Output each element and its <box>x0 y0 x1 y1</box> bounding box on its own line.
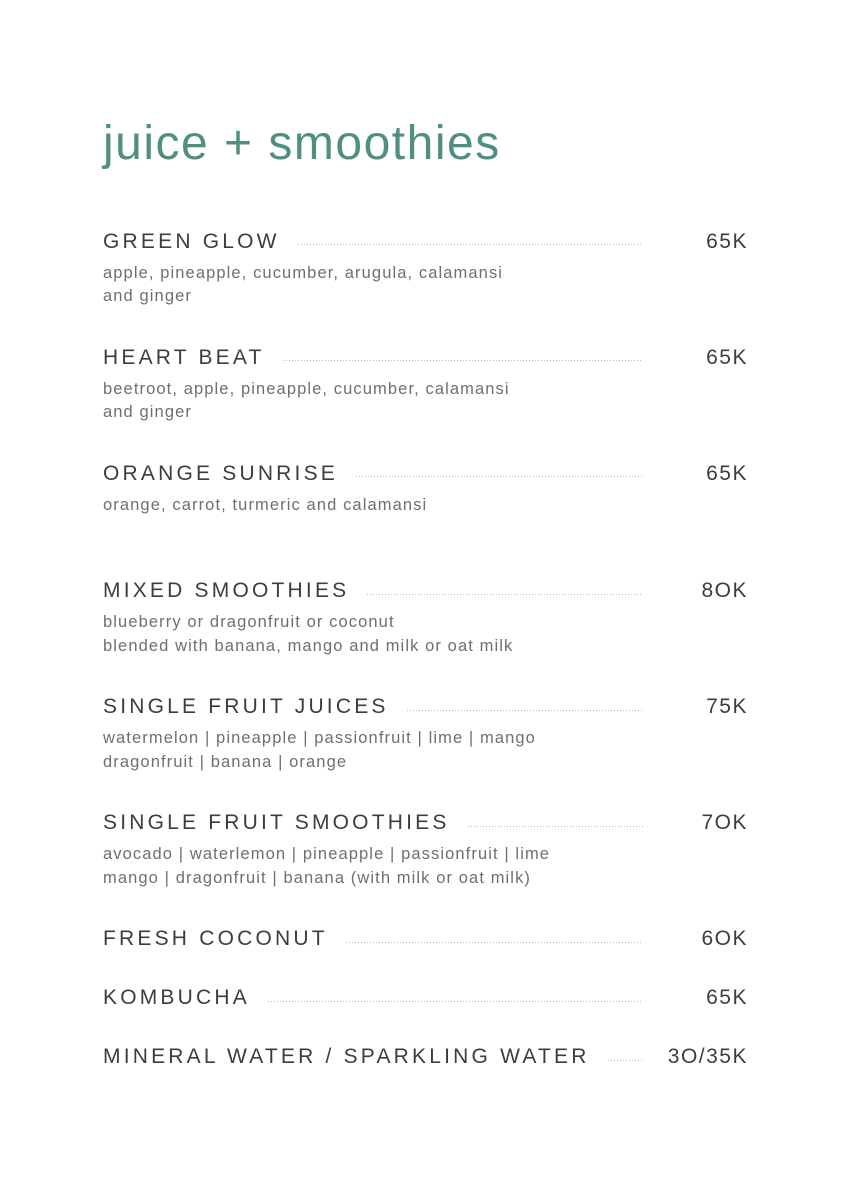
item-description <box>103 611 748 658</box>
dotted-leader <box>268 1000 643 1002</box>
item-name: MIXED SMOOTHIES <box>103 579 350 603</box>
item-description <box>103 378 748 425</box>
item-price: 3O/35K <box>667 1045 748 1069</box>
item-name: KOMBUCHA <box>103 986 250 1010</box>
item-row <box>103 808 748 838</box>
item-price: 7OK <box>701 811 748 835</box>
item-row <box>103 983 748 1013</box>
item-row <box>103 343 748 373</box>
dotted-leader <box>367 593 643 595</box>
item-row <box>103 459 748 489</box>
menu-item-single-fruit-juices <box>103 692 748 774</box>
item-description <box>103 262 748 309</box>
description-line: and ginger <box>103 287 192 306</box>
item-row <box>103 576 748 606</box>
menu-item-kombucha <box>103 983 748 1013</box>
dotted-leader <box>407 709 643 711</box>
dotted-leader <box>468 825 643 827</box>
description-line: beetroot, apple, pineapple, cucumber, calamansi <box>103 379 510 398</box>
item-price: 65K <box>706 345 748 369</box>
dotted-leader <box>283 360 643 362</box>
menu-item-mineral-water <box>103 1042 748 1072</box>
dotted-leader <box>356 476 643 478</box>
description-line: dragonfruit | banana | orange <box>103 752 348 771</box>
description-line: blueberry or dragonfruit or coconut <box>103 613 395 632</box>
item-price: 65K <box>706 986 748 1010</box>
dotted-leader <box>298 244 643 246</box>
page-title: juice + smoothies <box>103 117 501 170</box>
description-line: mango | dragonfruit | banana (with milk or oat milk) <box>103 868 532 887</box>
item-name: MINERAL WATER / SPARKLING WATER <box>103 1045 590 1069</box>
item-name: HEART BEAT <box>103 345 265 369</box>
item-description <box>103 727 748 774</box>
item-row <box>103 1042 748 1072</box>
item-price: 75K <box>706 695 748 719</box>
item-price: 65K <box>706 461 748 485</box>
description-line: orange, carrot, turmeric and calamansi <box>103 495 428 514</box>
menu-item-green-glow <box>103 227 748 309</box>
item-name: SINGLE FRUIT SMOOTHIES <box>103 811 450 835</box>
menu-item-single-fruit-smoothies <box>103 808 748 890</box>
item-description <box>103 494 748 518</box>
item-price: 8OK <box>701 579 748 603</box>
menu-item-heart-beat <box>103 343 748 425</box>
menu-section <box>103 227 748 1073</box>
description-line: blended with banana, mango and milk or oat milk <box>103 636 514 655</box>
item-name: SINGLE FRUIT JUICES <box>103 695 389 719</box>
dotted-leader <box>346 941 643 943</box>
item-row <box>103 227 748 257</box>
item-name: FRESH COCONUT <box>103 927 328 951</box>
menu-item-fresh-coconut <box>103 924 748 954</box>
item-description <box>103 843 748 890</box>
description-line: and ginger <box>103 403 192 422</box>
item-name: GREEN GLOW <box>103 229 280 253</box>
item-name: ORANGE SUNRISE <box>103 461 338 485</box>
item-price: 6OK <box>701 927 748 951</box>
dotted-leader <box>608 1059 643 1061</box>
menu-item-mixed-smoothies <box>103 576 748 658</box>
item-row <box>103 692 748 722</box>
item-row <box>103 924 748 954</box>
description-line: apple, pineapple, cucumber, arugula, calamansi <box>103 263 504 282</box>
item-price: 65K <box>706 229 748 253</box>
description-line: watermelon | pineapple | passionfruit | lime | mango <box>103 729 536 748</box>
description-line: avocado | waterlemon | pineapple | passionfruit | lime <box>103 845 551 864</box>
menu-item-orange-sunrise <box>103 459 748 518</box>
